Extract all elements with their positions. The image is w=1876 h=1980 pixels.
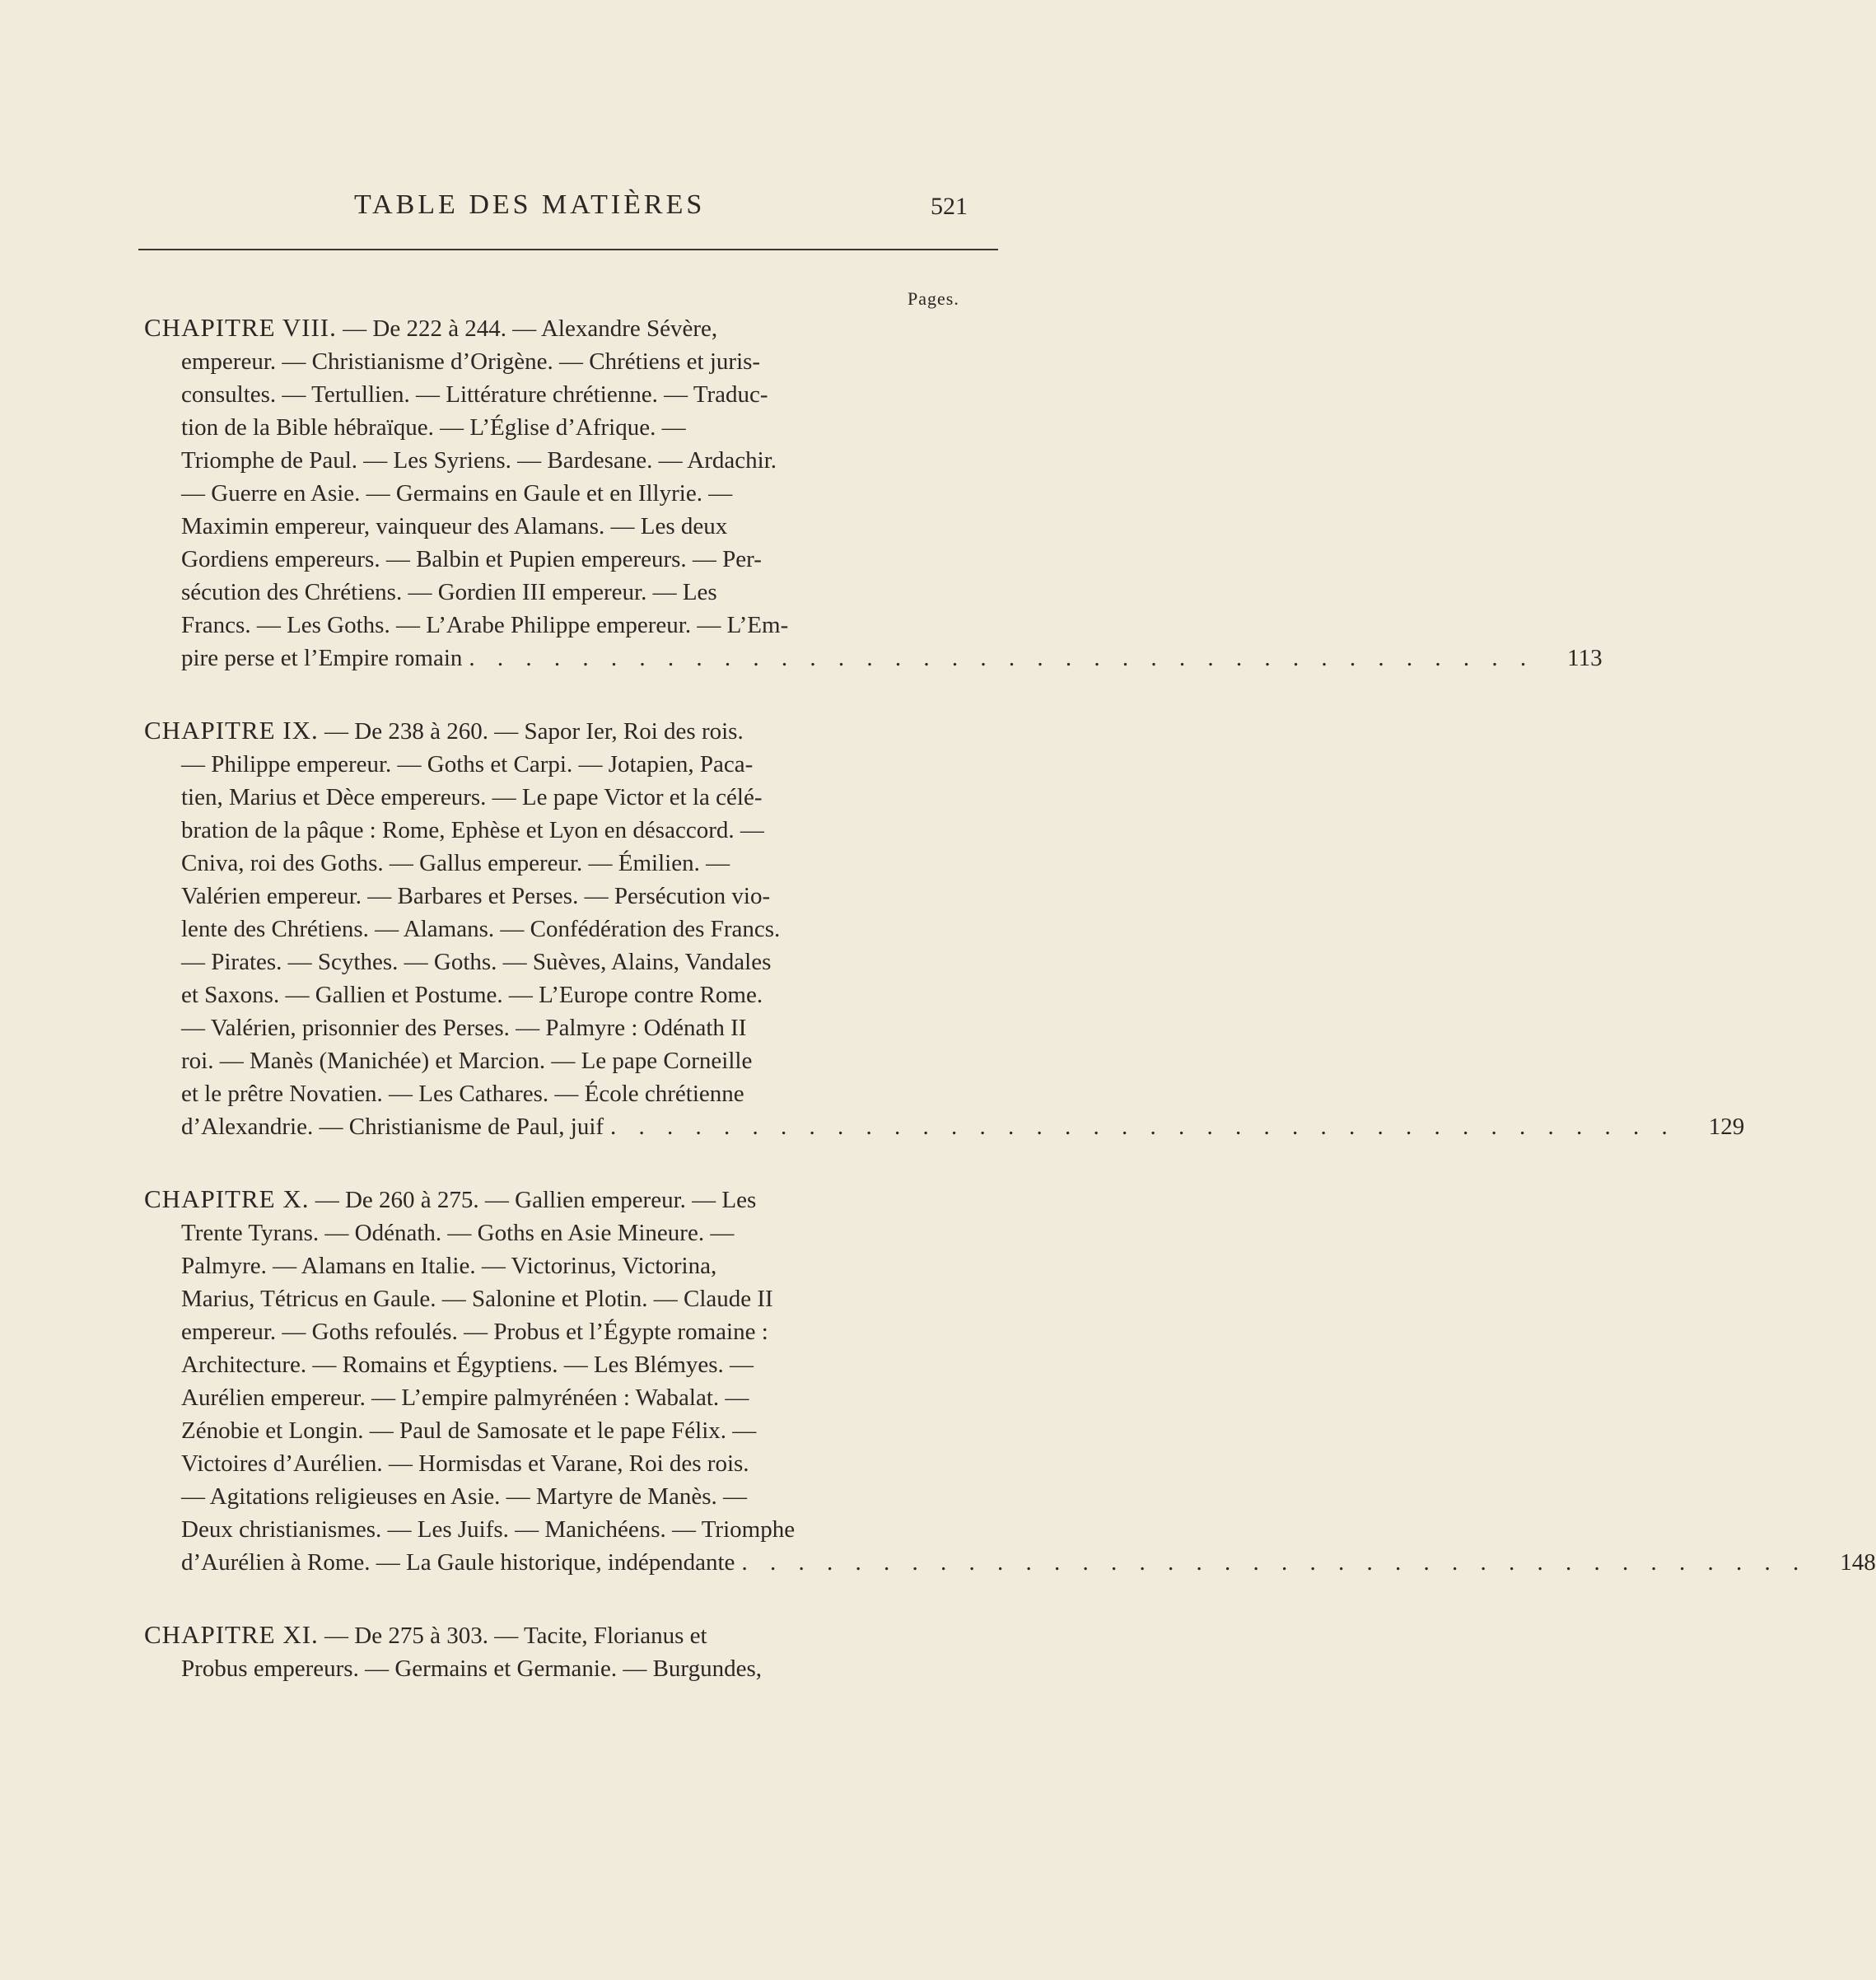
toc-line: — Pirates. — Scythes. — Goths. — Suèves, Alains, Vandales — [181, 949, 772, 975]
toc-line: Valérien empereur. — Barbares et Perses. — Persécution vio- — [181, 883, 771, 909]
toc-line: Triomphe de Paul. — Les Syriens. — Bardesane. — Ardachir. — [181, 447, 777, 474]
toc-line: Probus empereurs. — Germains et Germanie. — Burgundes, — [181, 1655, 762, 1682]
running-head — [0, 189, 1175, 231]
toc-line: — Valérien, prisonnier des Perses. — Palmyre : Odénath II — [181, 1015, 747, 1041]
toc-line: roi. — Manès (Manichée) et Marcion. — Le pape Corneille — [181, 1048, 753, 1074]
toc-line: Trente Tyrans. — Odénath. — Goths en Asie Mineure. — — [181, 1220, 735, 1246]
toc-line: bration de la pâque : Rome, Ephèse et Lyon en désaccord. — — [181, 817, 764, 843]
toc-first-line — [144, 311, 992, 345]
chapter-label: CHAPITRE VIII. — [144, 313, 337, 342]
page-title: TABLE DES MATIÈRES — [354, 189, 706, 220]
toc-line: Marius, Tétricus en Gaule. — Salonine et Plotin. — Claude II — [181, 1286, 773, 1312]
toc-line: empereur. — Christianisme d’Origène. — Chrétiens et juris- — [181, 348, 761, 375]
toc-line: empereur. — Goths refoulés. — Probus et l’Égypte romaine : — [181, 1319, 768, 1345]
dot-leader: . . . . . . . . . . . . . . . . . . . . . . . . . . . . . . . . . . . . . . — [610, 1114, 1676, 1140]
toc-line: d’Aurélien à Rome. — La Gaule historique, indépendante — [181, 1549, 735, 1576]
toc-line: — De 275 à 303. — Tacite, Florianus et — [324, 1623, 707, 1649]
toc-entry-chapter-8 — [144, 311, 1603, 675]
toc-line: Deux christianismes. — Les Juifs. — Manichéens. — Triomphe — [181, 1516, 796, 1543]
toc-line: sécution des Chrétiens. — Gordien III empereur. — Les — [181, 579, 717, 605]
toc-line: Architecture. — Romains et Égyptiens. — Les Blémyes. — — [181, 1352, 754, 1378]
toc-first-line — [144, 1618, 992, 1652]
toc-line: — De 260 à 275. — Gallien empereur. — Les — [315, 1187, 757, 1213]
toc-entry-chapter-11 — [144, 1618, 992, 1685]
toc-line: — Agitations religieuses en Asie. — Martyre de Manès. — — [181, 1483, 748, 1510]
toc-line: pire perse et l’Empire romain — [181, 645, 463, 671]
toc-line: Victoires d’Aurélien. — Hormisdas et Varane, Roi des rois. — [181, 1450, 749, 1477]
toc-first-line — [144, 1183, 992, 1216]
toc-line: tien, Marius et Dèce empereurs. — Le pape Victor et la célé- — [181, 784, 763, 810]
toc-line: lente des Chrétiens. — Alamans. — Confédération des Francs. — [181, 916, 781, 942]
dot-leader: . . . . . . . . . . . . . . . . . . . . . . . . . . . . . . . . . . . . . . — [469, 645, 1535, 671]
toc-last-line — [144, 1546, 1876, 1579]
toc-entry-chapter-10 — [144, 1183, 1876, 1579]
page-number: 521 — [931, 193, 968, 220]
chapter-label: CHAPITRE XI. — [144, 1620, 319, 1649]
toc-line: et le prêtre Novatien. — Les Cathares. — École chrétienne — [181, 1081, 744, 1107]
page-reference: 113 — [1567, 645, 1603, 671]
chapter-label: CHAPITRE X. — [144, 1184, 310, 1213]
toc-line: Aurélien empereur. — L’empire palmyrénéen : Wabalat. — — [181, 1385, 749, 1411]
pages-column-label: Pages. — [908, 288, 959, 309]
chapter-label: CHAPITRE IX. — [144, 716, 319, 745]
toc-line: Gordiens empereurs. — Balbin et Pupien empereurs. — Per- — [181, 546, 762, 572]
toc-first-line — [144, 714, 992, 748]
toc-entry-chapter-9 — [144, 714, 1745, 1143]
toc-line: — De 222 à 244. — Alexandre Sévère, — [343, 315, 718, 342]
header-rule — [138, 249, 998, 250]
toc-line: Zénobie et Longin. — Paul de Samosate et le pape Félix. — — [181, 1417, 757, 1444]
toc-last-line — [144, 642, 1603, 675]
page-reference: 129 — [1708, 1114, 1745, 1140]
toc-line: Francs. — Les Goths. — L’Arabe Philippe empereur. — L’Em- — [181, 612, 789, 638]
toc-last-line — [144, 1110, 1745, 1143]
dot-leader: . . . . . . . . . . . . . . . . . . . . . . . . . . . . . . . . . . . . . . — [741, 1549, 1808, 1576]
page-reference: 148 — [1840, 1549, 1876, 1576]
toc-line: tion de la Bible hébraïque. — L’Église d’Afrique. — — [181, 414, 686, 441]
toc-line: — Philippe empereur. — Goths et Carpi. — Jotapien, Paca- — [181, 751, 754, 778]
toc-line: Palmyre. — Alamans en Italie. — Victorinus, Victorina, — [181, 1253, 717, 1279]
toc-line: d’Alexandrie. — Christianisme de Paul, juif — [181, 1114, 604, 1140]
table-of-contents — [144, 311, 1876, 1725]
toc-line: — De 238 à 260. — Sapor Ier, Roi des rois. — [324, 718, 744, 745]
toc-line: — Guerre en Asie. — Germains en Gaule et en Illyrie. — — [181, 480, 733, 507]
toc-line: Cniva, roi des Goths. — Gallus empereur. — Émilien. — — [181, 850, 730, 876]
toc-line: Maximin empereur, vainqueur des Alamans. — Les deux — [181, 513, 728, 539]
toc-line: et Saxons. — Gallien et Postume. — L’Europe contre Rome. — [181, 982, 763, 1008]
toc-line: consultes. — Tertullien. — Littérature chrétienne. — Traduc- — [181, 381, 768, 408]
